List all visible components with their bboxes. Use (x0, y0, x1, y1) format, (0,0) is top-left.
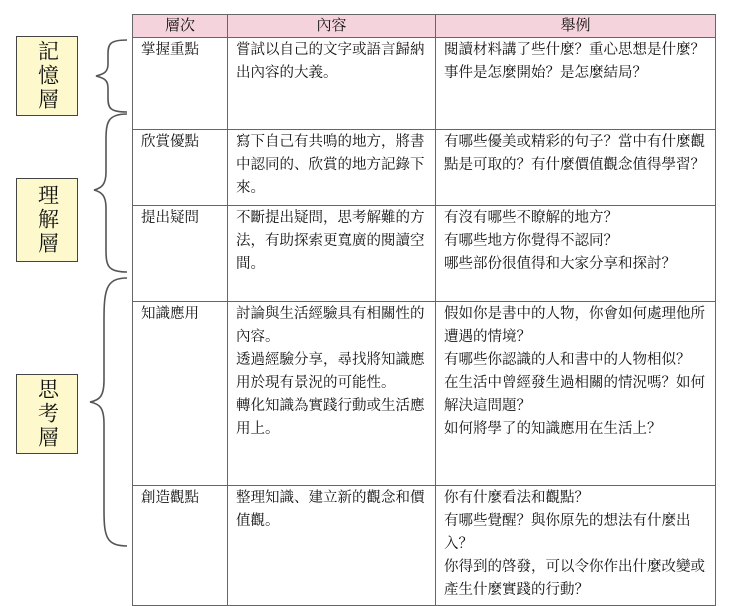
brace-thinking (90, 278, 127, 546)
content-line: 轉化知識為實踐行動或生活應用上。 (236, 398, 425, 437)
example-line: 有哪些優美或精彩的句子？當中有什麼觀點是可取的？有什麼價值觀念值得學習？ (444, 134, 705, 173)
level-box-thinking (16, 374, 78, 454)
level-label-understanding: 理解層 (35, 184, 60, 256)
table-row (133, 130, 716, 206)
row-level: 提出疑問 (133, 206, 228, 302)
reading-levels-table (132, 14, 716, 606)
level-label-memory: 記憶層 (35, 40, 60, 112)
example-line: 有沒有哪些不瞭解的地方？ (444, 210, 618, 226)
table-row (133, 302, 716, 486)
example-line: 假如你是書中的人物，你會如何處理他所遭遇的情境？ (444, 306, 705, 345)
brace-memory (96, 40, 127, 112)
example-line: 有哪些你認識的人和書中的人物相似？ (444, 352, 691, 368)
table-header-row (133, 15, 716, 38)
example-line: 有哪些覺醒？與你原先的想法有什麼出入？ (444, 513, 691, 552)
example-line: 你有什麼看法和觀點？ (444, 490, 589, 506)
row-content (228, 38, 436, 130)
row-level: 創造觀點 (133, 486, 228, 606)
brace-understanding (94, 114, 127, 272)
example-line: 你得到的啓發，可以令你作出什麼改變或產生什麼實踐的行動？ (444, 559, 705, 598)
level-box-understanding (16, 178, 78, 262)
content-line: 討論與生活經驗具有相關性的內容。 (236, 306, 425, 345)
row-content (228, 130, 436, 206)
row-content (228, 302, 436, 486)
header-level: 層次 (133, 15, 228, 38)
example-line: 哪些部份很值得和大家分享和探討？ (444, 256, 676, 272)
content-line: 嘗試以自己的文字或語言歸納出內容的大義。 (236, 42, 425, 81)
level-box-memory (16, 36, 78, 116)
row-level: 欣賞優點 (133, 130, 228, 206)
table-row (133, 206, 716, 302)
header-content: 內容 (228, 15, 436, 38)
content-line: 不斷提出疑問，思考解難的方法，有助探索更寬廣的閱讀空間。 (236, 210, 425, 272)
example-line: 事件是怎麼開始？是怎麼結局？ (444, 65, 647, 81)
example-line: 閱讀材料講了些什麼？重心思想是什麼？ (444, 42, 705, 58)
example-line: 如何將學了的知識應用在生活上？ (444, 421, 662, 437)
content-line: 透過經驗分享，尋找將知識應用於現有景況的可能性。 (236, 352, 425, 391)
row-level: 掌握重點 (133, 38, 228, 130)
level-label-thinking: 思考層 (35, 378, 60, 450)
example-line: 有哪些地方你覺得不認同？ (444, 233, 618, 249)
content-line: 寫下自己有共鳴的地方，將書中認同的、欣賞的地方記錄下來。 (236, 134, 425, 196)
content-line: 整理知識、建立新的觀念和價值觀。 (236, 490, 425, 529)
header-examples: 舉例 (436, 15, 716, 38)
row-examples (436, 302, 716, 486)
example-line: 在生活中曾經發生過相關的情況嗎？如何解決這問題？ (444, 375, 705, 414)
row-content (228, 206, 436, 302)
table-row (133, 38, 716, 130)
row-examples (436, 38, 716, 130)
row-examples (436, 206, 716, 302)
row-examples (436, 130, 716, 206)
row-level: 知識應用 (133, 302, 228, 486)
